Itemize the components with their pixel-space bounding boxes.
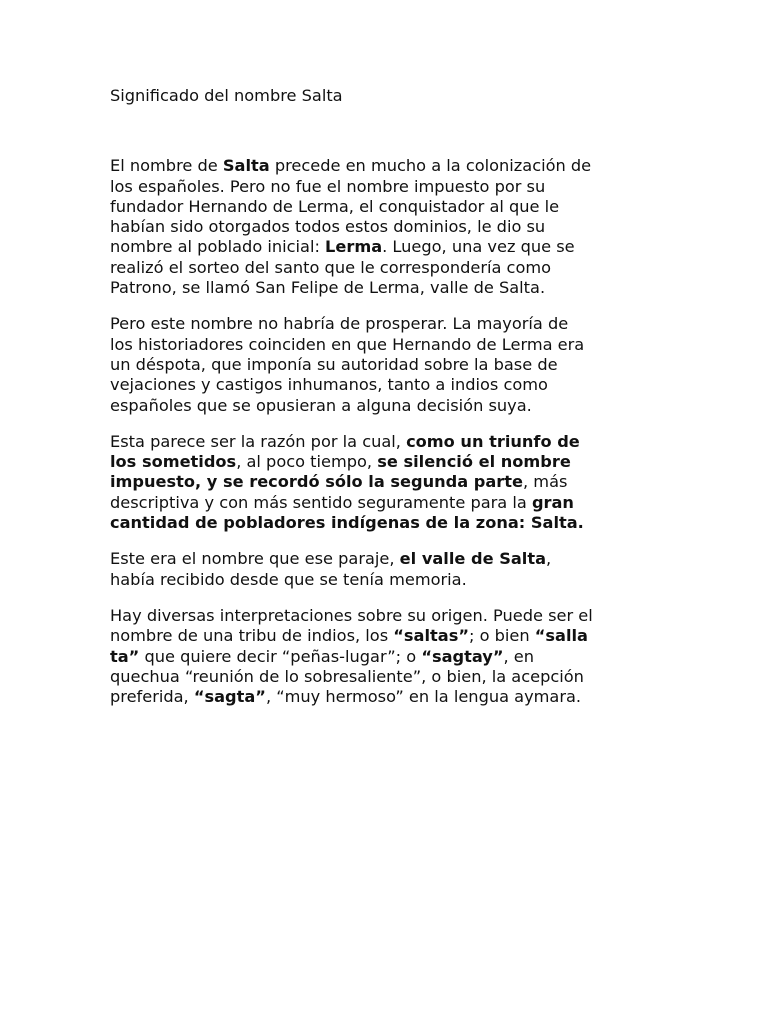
text-run: habían sido otorgados todos estos dominios, le dio su: [110, 217, 546, 237]
text-run: vejaciones y castigos inhumanos, tanto a indios como: [110, 375, 548, 395]
text-run: Este era el nombre que ese paraje,: [110, 549, 400, 569]
text-run: ,: [546, 549, 552, 569]
text-run: fundador Hernando de Lerma, el conquistador al que le: [110, 196, 560, 216]
text-line: [110, 452, 670, 472]
text-run: , “muy hermoso” en la lengua aymara.: [265, 687, 582, 707]
bold-text: gran: [531, 492, 574, 512]
bold-text: Lerma: [325, 237, 383, 257]
bold-text: los sometidos: [110, 452, 237, 472]
text-run: un déspota, que imponía su autoridad sobre la base de: [110, 354, 558, 374]
text-run: Esta parece ser la razón por la cual,: [110, 431, 407, 451]
text-run: ; o bien: [468, 626, 535, 646]
text-run: que quiere decir “peñas-lugar”; o: [139, 646, 422, 666]
bold-text: “sagtay”: [421, 646, 504, 666]
text-line: [110, 278, 670, 298]
text-line: [110, 396, 670, 416]
document-title: Significado del nombre Salta: [110, 86, 343, 105]
text-run: . Luego, una vez que se: [382, 237, 575, 257]
text-line: [110, 687, 670, 707]
paragraph-list: [110, 156, 670, 707]
text-line: [110, 493, 670, 513]
text-run: Hay diversas interpretaciones sobre su origen. Puede ser el: [110, 605, 593, 625]
text-run: Patrono, se llamó San Felipe de Lerma, valle de Salta.: [110, 278, 546, 298]
text-line: [110, 432, 670, 452]
text-run: los españoles. Pero no fue el nombre impuesto por su: [110, 176, 546, 196]
text-run: El nombre de: [110, 156, 223, 176]
text-line: [110, 156, 670, 176]
text-line: [110, 667, 670, 687]
text-line: [110, 606, 670, 626]
text-line: [110, 217, 670, 237]
text-run: los historiadores coinciden en que Hernando de Lerma era: [110, 334, 585, 354]
text-line: [110, 237, 670, 257]
text-run: Pero este nombre no habría de prosperar. La mayoría de: [110, 314, 569, 334]
text-run: , más: [523, 472, 568, 492]
text-line: [110, 258, 670, 278]
text-line: [110, 513, 670, 533]
text-line: [110, 335, 670, 355]
text-run: , al poco tiempo,: [236, 452, 378, 472]
text-line: [110, 197, 670, 217]
paragraph: [110, 156, 670, 298]
paragraph: [110, 432, 670, 533]
text-line: [110, 626, 670, 646]
bold-text: como un triunfo de: [406, 431, 580, 451]
bold-text: el valle de Salta: [399, 549, 547, 569]
bold-text: se silenció el nombre: [377, 452, 571, 472]
bold-text: “salla: [534, 626, 588, 646]
text-run: , en: [503, 646, 534, 666]
text-line: [110, 647, 670, 667]
bold-text: cantidad de pobladores indígenas de la zona: Salta.: [110, 513, 584, 533]
text-run: nombre de una tribu de indios, los: [110, 626, 394, 646]
paragraph: [110, 314, 670, 415]
bold-text: impuesto, y se recordó sólo la segunda parte: [110, 472, 524, 492]
text-line: [110, 375, 670, 395]
text-line: [110, 570, 670, 590]
text-run: quechua “reunión de lo sobresaliente”, o bien, la acepción: [110, 666, 584, 686]
bold-text: “sagta”: [193, 687, 266, 707]
text-run: descriptiva y con más sentido seguramente para la: [110, 492, 532, 512]
text-run: realizó el sorteo del santo que le correspondería como: [110, 257, 552, 277]
paragraph: [110, 549, 670, 590]
paragraph: [110, 606, 670, 707]
text-line: [110, 472, 670, 492]
bold-text: ta”: [110, 646, 140, 666]
bold-text: “saltas”: [393, 626, 469, 646]
text-line: [110, 177, 670, 197]
text-line: [110, 314, 670, 334]
text-run: preferida,: [110, 687, 194, 707]
text-run: nombre al poblado inicial:: [110, 237, 326, 257]
text-line: [110, 549, 670, 569]
text-run: precede en mucho a la colonización de: [269, 156, 592, 176]
text-run: españoles que se opusieran a alguna decisión suya.: [110, 395, 532, 415]
bold-text: Salta: [222, 156, 270, 176]
document-body: [110, 86, 670, 723]
text-line: [110, 355, 670, 375]
text-run: había recibido desde que se tenía memoria.: [110, 569, 467, 589]
